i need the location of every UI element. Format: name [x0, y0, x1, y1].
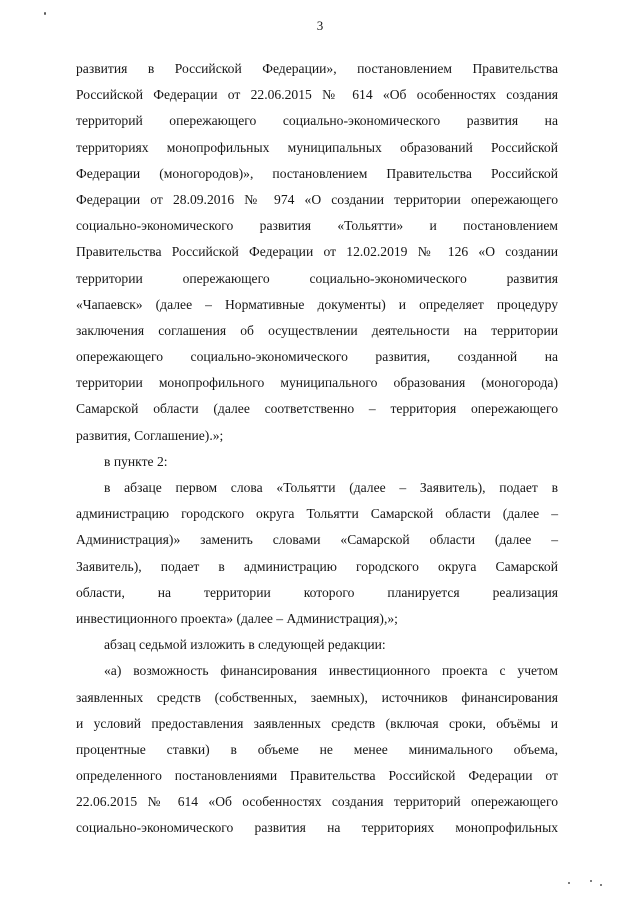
text-line: заявленных средств (собственных, заемных), источников финансирования	[76, 689, 558, 705]
text-line: социально-экономического развития на территориях монопрофильных	[76, 820, 558, 836]
text-line: опережающего социально-экономического развития, созданной на	[76, 349, 558, 365]
text-line: территорий опережающего социально-экономического развития на	[76, 113, 558, 129]
text-line: области, на территории которого планируется реализация	[76, 584, 558, 600]
text-line: социально-экономического развития «Тольятти» и постановлением	[76, 218, 558, 234]
text-line: «Чапаевск» (далее – Нормативные документы) и определяет процедуру	[76, 296, 558, 312]
text-line: Российской Федерации от 22.06.2015 № 614 «Об особенностях создания	[76, 87, 558, 103]
text-line: территории опережающего социально-экономического развития	[76, 270, 558, 286]
text-line: заключения соглашения об осуществлении деятельности на территории	[76, 322, 558, 338]
text-line: в пункте 2:	[104, 453, 168, 469]
text-line: Правительства Российской Федерации от 12.02.2019 № 126 «О создании	[76, 244, 558, 260]
text-line: 22.06.2015 № 614 «Об особенностях создания территорий опережающего	[76, 794, 558, 810]
text-line: инвестиционного проекта» (далее – Администрация),»;	[76, 610, 398, 626]
text-line: Федерации (моногородов)», постановлением Правительства Российской	[76, 165, 558, 181]
text-line: развития в Российской Федерации», постановлением Правительства	[76, 61, 558, 76]
document-body	[76, 56, 558, 842]
text-line: администрацию городского округа Тольятти Самарской области (далее –	[76, 506, 558, 522]
text-line: территории монопрофильного муниципального образования (моногорода)	[76, 375, 558, 391]
text-line: территориях монопрофильных муниципальных образований Российской	[76, 139, 558, 155]
text-line: определенного постановлениями Правительства Российской Федерации от	[76, 768, 558, 784]
text-line: в абзаце первом слова «Тольятти (далее – Заявитель), подает в	[104, 480, 558, 495]
text-line: Федерации от 28.09.2016 № 974 «О создании территории опережающего	[76, 191, 558, 207]
scan-speck	[600, 884, 602, 886]
text-line: Заявитель), подает в администрацию городского округа Самарской	[76, 558, 558, 574]
text-line: развития, Соглашение).»;	[76, 427, 224, 443]
text-line: Администрация)» заменить словами «Самарской области (далее –	[76, 532, 558, 548]
page-number: 3	[316, 18, 324, 33]
text-line: абзац седьмой изложить в следующей редакции:	[104, 637, 386, 653]
text-line: «а) возможность финансирования инвестиционного проекта с учетом	[104, 663, 558, 679]
scan-speck	[44, 12, 46, 15]
text-line: и условий предоставления заявленных средств (включая сроки, объёмы и	[76, 715, 558, 731]
text-line: Самарской области (далее соответственно – территория опережающего	[76, 401, 558, 417]
text-line: процентные ставки) в объеме не менее минимального объема,	[76, 741, 558, 757]
scan-speck	[590, 880, 592, 882]
scan-speck	[568, 882, 570, 884]
